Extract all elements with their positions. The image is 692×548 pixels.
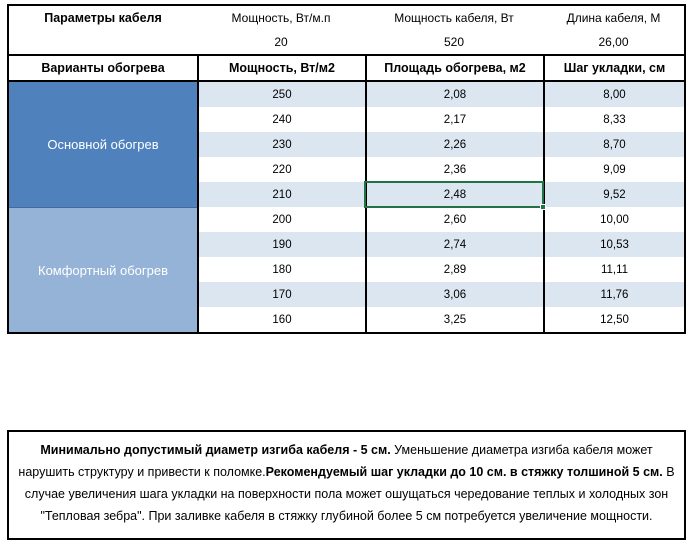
note-box [7,430,686,540]
cell-spacing[interactable]: 8,33 [543,107,684,132]
cell-area[interactable]: 2,26 [365,132,543,157]
table-row [197,307,684,332]
cell-area[interactable]: 3,06 [365,282,543,307]
params-title[interactable]: Параметры кабеля [44,11,162,25]
cell-area[interactable]: 2,17 [365,107,543,132]
header-heating-options[interactable]: Варианты обогрева [41,61,165,75]
params-label-row [9,6,684,30]
data-rows-column [197,82,684,332]
header-power[interactable]: Мощность, Вт/м2 [197,56,365,80]
header-area[interactable]: Площадь обогрева, м2 [365,56,543,80]
group-label-main-heating[interactable]: Основной обогрев [9,82,197,207]
cell-spacing[interactable]: 11,11 [543,257,684,282]
group-label-comfort-heating[interactable]: Комфортный обогрев [9,207,197,332]
cell-area[interactable]: 2,74 [365,232,543,257]
cell-power[interactable]: 230 [197,132,365,157]
cell-area[interactable]: 2,60 [365,207,543,232]
param-label-cable-power[interactable]: Мощность кабеля, Вт [394,11,514,25]
table-row [197,232,684,257]
header-spacing[interactable]: Шаг укладки, см [543,56,684,80]
cell-spacing[interactable]: 8,70 [543,132,684,157]
cell-power[interactable]: 220 [197,157,365,182]
table-row [197,257,684,282]
cell-spacing[interactable]: 9,09 [543,157,684,182]
note-segment-bold: Рекомендуемый шаг укладки до 10 см. в стяжку толшиной 5 см. [265,465,663,479]
cable-parameters-table [7,4,686,334]
param-label-power-per-m[interactable]: Мощность, Вт/м.п [231,11,331,25]
note-segment-bold: Минимально допустимый диаметр изгиба кабеля - 5 см. [40,443,391,457]
table-data-area [9,82,684,332]
params-value-row [9,30,684,54]
params-section [9,6,684,54]
param-label-cable-length[interactable]: Длина кабеля, М [566,11,661,25]
cell-power[interactable]: 250 [197,82,365,107]
cell-area[interactable]: 2,89 [365,257,543,282]
param-value-cable-length[interactable]: 26,00 [598,35,629,49]
cell-area[interactable]: 2,08 [365,82,543,107]
cell-power[interactable]: 180 [197,257,365,282]
cell-spacing[interactable]: 9,52 [543,182,684,207]
note-segment: Уменьшение диаметра изгиба кабеля может нарушить структуру и привести к поломке. [18,443,653,479]
cell-spacing[interactable]: 11,76 [543,282,684,307]
table-row [197,207,684,232]
cell-area[interactable]: 2,36 [365,157,543,182]
cell-power[interactable]: 160 [197,307,365,332]
cell-spacing[interactable]: 10,53 [543,232,684,257]
cell-spacing[interactable]: 10,00 [543,207,684,232]
group-column [9,82,197,332]
table-header-row [9,54,684,82]
cell-spacing[interactable]: 8,00 [543,82,684,107]
table-row [197,157,684,182]
cell-power[interactable]: 170 [197,282,365,307]
param-value-power-per-m[interactable]: 20 [274,35,288,49]
table-row [197,282,684,307]
cell-area-selected[interactable]: 2,48 [365,182,543,207]
cell-spacing[interactable]: 12,50 [543,307,684,332]
cell-power[interactable]: 210 [197,182,365,207]
table-row [197,132,684,157]
cell-power[interactable]: 190 [197,232,365,257]
table-row [197,107,684,132]
cell-area[interactable]: 3,25 [365,307,543,332]
cell-power[interactable]: 240 [197,107,365,132]
cell-power[interactable]: 200 [197,207,365,232]
table-row [197,82,684,107]
note-segment: В случае увеличения шага укладки на поверхности пола может ошущаться чередование теплых и холодных зон "Тепловая зебра". При заливке кабеля в стяжку глубиной более 5 см потребуется увеличение мощности. [24,465,675,523]
fill-handle[interactable] [540,204,546,210]
param-value-cable-power[interactable]: 520 [443,35,465,49]
active-cell-selection[interactable] [364,181,544,208]
